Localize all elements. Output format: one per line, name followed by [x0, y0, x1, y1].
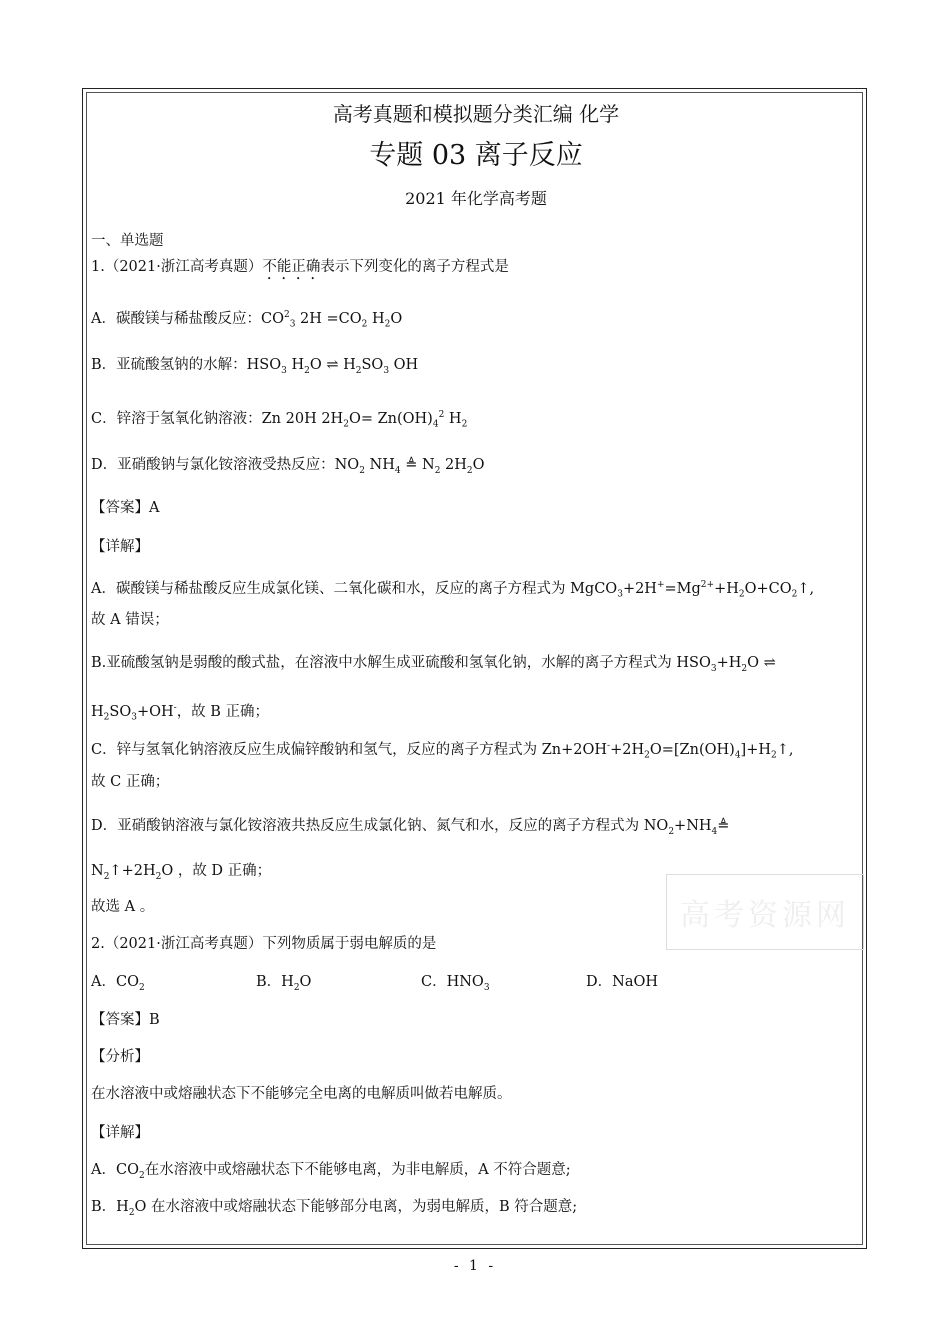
q2-option-c-text: C．HNO — [421, 974, 484, 990]
exp-a-end: ↑, — [797, 580, 815, 597]
exp-c-h: ]+H — [740, 741, 771, 758]
q1-option-a-o: O — [390, 310, 403, 327]
q2-explanation-a — [91, 1159, 571, 1187]
section-title: 2021 年化学高考题 — [405, 189, 547, 208]
exp-d2-rest: ↑+2H — [109, 863, 156, 879]
q2-options — [91, 971, 658, 999]
q2-option-b-sub: 2 — [293, 982, 300, 993]
q1-option-b-so: SO — [361, 357, 384, 373]
exp-b-sub2: 2 — [741, 663, 748, 674]
q1-option-c-sup: 2 — [438, 410, 445, 420]
q1-answer: 【答案】A — [91, 500, 160, 516]
q2-option-a-text: A．CO — [91, 974, 139, 990]
q1-option-d-text: D．亚硝酸钠与氯化铵溶液受热反应：NO — [91, 457, 360, 473]
q1-option-c-sub3: 2 — [461, 419, 468, 430]
q1-explanation-b — [91, 652, 776, 680]
exp-d2-sub: 2 — [103, 871, 110, 882]
q1-option-d-rest: NH — [364, 457, 395, 473]
exp-b2-sup: - — [173, 703, 177, 713]
q1-option-d-sub3: 2 — [434, 465, 441, 476]
exp-c-end: ↑, — [776, 741, 794, 758]
document-title: 高考真题和模拟题分类汇编 化学 — [332, 102, 620, 126]
q2-detail-label: 【详解】 — [91, 1125, 149, 1141]
exp-d-end: ≜ — [717, 818, 730, 834]
q1-stem-suffix: 表示下列变化的离子方程式是 — [320, 259, 509, 275]
q1-stem-prefix: 1.（2021·浙江高考真题） — [91, 259, 263, 275]
watermark-logo: 高考资源网 — [666, 874, 864, 950]
q1-conclusion: 故选 A 。 — [91, 899, 155, 915]
exp-c-text: C．锌与氢氧化钠溶液反应生成偏锌酸钠和氢气，反应的离子方程式为 Zn+2OH — [91, 741, 608, 758]
exp-b-text: B.亚硫酸氢钠是弱酸的酸式盐，在溶液中水解生成亚硫酸和氢氧化钠，水解的离子方程式为 HSO — [91, 655, 711, 671]
q1-option-a-sup: 2 — [283, 310, 290, 320]
exp-b2-rest: +OH — [136, 703, 174, 720]
exp-c-sub2: 4 — [734, 750, 741, 761]
q2-exp-a-sub: 2 — [138, 1170, 145, 1181]
exp-a-sub: 3 — [617, 589, 623, 600]
q2-option-d: D．NaOH — [586, 974, 658, 990]
q1-option-d-end: 2H — [440, 457, 467, 473]
exp-d2-text: N — [91, 863, 104, 879]
q1-option-c-end: H — [444, 410, 462, 427]
exp-a-sub2: 2 — [738, 589, 745, 600]
page-number: - 1 - — [453, 1258, 497, 1274]
q1-option-a-end: H — [367, 310, 385, 327]
q2-stem: 2.（2021·浙江高考真题）下列物质属于弱电解质的是 — [91, 936, 437, 952]
q1-option-b-sub4: 3 — [383, 365, 390, 376]
q1-option-b-sub3: 2 — [355, 365, 362, 376]
q1-option-a-text: A．碳酸镁与稀盐酸反应：CO — [91, 310, 284, 327]
q1-option-c-sub2: 4 — [432, 419, 439, 430]
q1-explanation-d — [91, 815, 729, 843]
q2-analysis: 在水溶液中或熔融状态下不能够完全电离的电解质叫做若电解质。 — [91, 1086, 512, 1102]
q1-option-b-mid: O ⇌ H — [309, 357, 356, 373]
q1-option-d — [91, 454, 485, 482]
q1-option-d-sub2: 4 — [394, 465, 401, 476]
q2-answer: 【答案】B — [91, 1012, 160, 1028]
exp-d2-end: O ，故 D 正确； — [161, 863, 272, 879]
q1-option-c — [91, 404, 467, 436]
q1-option-b-rest: H — [286, 357, 305, 373]
q1-explanation-c2: 故 C 正确； — [91, 774, 170, 790]
q1-option-b-text: B．亚硫酸氢钠的水解：HSO — [91, 357, 282, 373]
exp-c-mid: O=[Zn(OH) — [649, 741, 735, 758]
q1-option-b-sub2: 2 — [304, 365, 310, 376]
q1-option-c-sub: 2 — [343, 419, 349, 430]
q2-exp-a-rest: 在水溶液中或熔融状态下不能够电离，为非电解质，A 不符合题意; — [144, 1162, 571, 1178]
exp-c-rest: +2H — [610, 741, 645, 758]
q1-option-b — [91, 354, 418, 382]
exp-d-rest: +NH — [674, 818, 712, 834]
q2-option-a-sub: 2 — [138, 982, 145, 993]
exp-a-text: A．碳酸镁与稀盐酸反应生成氯化镁、二氧化碳和水，反应的离子方程式为 MgCO — [91, 580, 618, 597]
q1-explanation-b2 — [91, 697, 269, 729]
part-label: 一、单选题 — [91, 233, 164, 249]
exp-b-sub: 3 — [710, 663, 717, 674]
exp-c-sub3: 2 — [771, 750, 777, 761]
q1-explanation-a — [91, 574, 814, 606]
exp-c-sub: 2 — [644, 750, 650, 761]
exp-d2-sub2: 2 — [155, 871, 162, 882]
exp-a-co: O+CO — [744, 580, 792, 597]
exp-b2-end: ，故 B 正确； — [176, 703, 270, 720]
q1-explanation-c — [91, 735, 794, 767]
q2-option-b — [256, 971, 421, 999]
exp-b2-sub: 2 — [103, 712, 110, 723]
q1-option-d-mid: ≜ N — [400, 457, 435, 473]
exp-d-text: D．亚硝酸钠溶液与氯化铵溶液共热反应生成氯化钠、氮气和水，反应的离子方程式为 NO — [91, 818, 669, 834]
exp-a-sub3: 2 — [791, 589, 798, 600]
q2-option-b-text: B．H — [256, 974, 294, 990]
exp-a-sup2: 2+ — [700, 580, 715, 590]
q1-option-c-rest: O= Zn(OH) — [348, 410, 433, 427]
q1-option-a-sub: 3 — [289, 319, 296, 330]
q1-explanation-a2: 故 A 错误； — [91, 612, 169, 628]
q1-detail-label: 【详解】 — [91, 539, 149, 555]
exp-a-h: +H — [714, 580, 739, 597]
exp-b2-text: H — [91, 703, 104, 720]
q1-option-a-sub3: 2 — [384, 319, 391, 330]
q1-stem-emphasis: 不能正确 — [262, 259, 321, 275]
q1-option-c-text: C．锌溶于氢氧化钠溶液：Zn 20H 2H — [91, 410, 344, 427]
exp-a-mg: =Mg — [664, 580, 701, 597]
q2-option-c — [421, 971, 586, 999]
exp-b-end: O ⇌ — [747, 655, 776, 671]
exp-d-sub2: 4 — [711, 826, 718, 837]
topic-title: 专题 03 离子反应 — [369, 140, 583, 171]
exp-b2-so: SO — [109, 703, 132, 720]
exp-c-sup: - — [607, 741, 611, 751]
q1-explanation-d2 — [91, 860, 271, 888]
q2-explanation-b — [91, 1196, 577, 1224]
q1-option-b-end: OH — [389, 357, 419, 373]
q2-analysis-label: 【分析】 — [91, 1049, 149, 1065]
exp-a-rest: +2H — [622, 580, 657, 597]
exp-a-sup: + — [656, 580, 665, 590]
exp-b2-sub2: 3 — [131, 712, 137, 723]
q1-stem — [91, 256, 509, 283]
q1-option-a-rest: 2H =CO — [295, 310, 362, 327]
exp-b-rest: +H — [716, 655, 742, 671]
q2-exp-b-text: B．H — [91, 1199, 129, 1215]
q1-option-a — [91, 304, 402, 336]
q2-exp-b-rest: O 在水溶液中或熔融状态下能够部分电离，为弱电解质，B 符合题意; — [134, 1199, 578, 1215]
q1-option-b-sub: 3 — [281, 365, 287, 376]
q1-option-d-sub4: 2 — [466, 465, 473, 476]
q2-option-b-o: O — [299, 974, 312, 990]
q1-option-d-sub: 2 — [359, 465, 365, 476]
q2-option-c-sub: 3 — [483, 982, 490, 993]
q2-exp-a-text: A．CO — [91, 1162, 139, 1178]
exp-d-sub: 2 — [668, 826, 675, 837]
q1-option-d-o: O — [472, 457, 485, 473]
q1-option-a-sub2: 2 — [361, 319, 368, 330]
q2-option-a — [91, 971, 256, 999]
q2-exp-b-sub: 2 — [128, 1207, 135, 1218]
question-area — [91, 0, 861, 1344]
